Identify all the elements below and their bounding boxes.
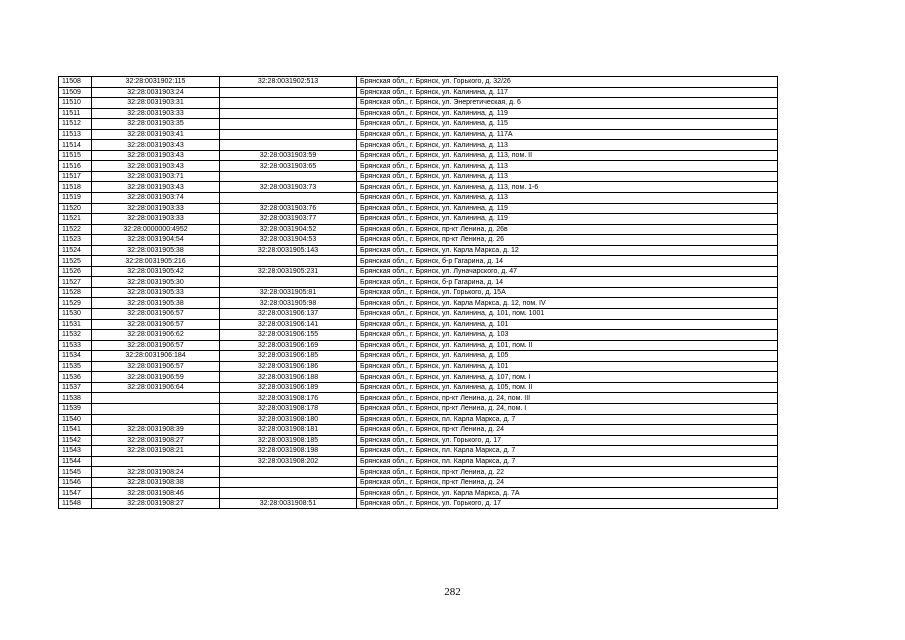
parcel-cadastral-number-cell: 32:28:0031905:42 [92,266,220,277]
row-number-cell: 11520 [59,203,92,214]
address-cell: Брянская обл., г. Брянск, ул. Калинина, д. 113 [357,193,778,204]
object-cadastral-number-cell: 32:28:0031903:77 [220,214,357,225]
object-cadastral-number-cell: 32:28:0031906:189 [220,382,357,393]
parcel-cadastral-number-cell: 32:28:0031903:43 [92,140,220,151]
row-number-cell: 11532 [59,330,92,341]
parcel-cadastral-number-cell: 32:28:0031906:62 [92,330,220,341]
object-cadastral-number-cell [220,477,357,488]
row-number-cell: 11518 [59,182,92,193]
row-number-cell: 11509 [59,87,92,98]
parcel-cadastral-number-cell: 32:28:0031903:31 [92,98,220,109]
object-cadastral-number-cell: 32:28:0031906:169 [220,340,357,351]
address-cell: Брянская обл., г. Брянск, ул. Луначарского, д. 47 [357,266,778,277]
parcel-cadastral-number-cell: 32:28:0031908:21 [92,446,220,457]
row-number-cell: 11539 [59,403,92,414]
row-number-cell: 11519 [59,193,92,204]
object-cadastral-number-cell: 32:28:0031908:51 [220,498,357,509]
address-cell: Брянская обл., г. Брянск, ул. Калинина, д. 103 [357,330,778,341]
parcel-cadastral-number-cell: 32:28:0031903:43 [92,150,220,161]
registry-table-body [59,77,778,509]
address-cell: Брянская обл., г. Брянск, ул. Карла Маркса, д. 7А [357,488,778,499]
address-cell: Брянская обл., г. Брянск, пр-кт Ленина, д. 24, пом. III [357,393,778,404]
row-number-cell: 11530 [59,309,92,320]
address-cell: Брянская обл., г. Брянск, пл. Карла Маркса, д. 7 [357,414,778,425]
address-cell: Брянская обл., г. Брянск, пр-кт Ленина, д. 26 [357,235,778,246]
parcel-cadastral-number-cell: 32:28:0031906:57 [92,340,220,351]
row-number-cell: 11508 [59,77,92,88]
parcel-cadastral-number-cell: 32:28:0031908:27 [92,498,220,509]
parcel-cadastral-number-cell: 32:28:0031906:57 [92,319,220,330]
object-cadastral-number-cell: 32:28:0031903:76 [220,203,357,214]
table-row [59,119,778,130]
object-cadastral-number-cell: 32:28:0031908:181 [220,425,357,436]
parcel-cadastral-number-cell: 32:28:0031903:33 [92,108,220,119]
row-number-cell: 11540 [59,414,92,425]
table-row [59,214,778,225]
row-number-cell: 11521 [59,214,92,225]
row-number-cell: 11543 [59,446,92,457]
object-cadastral-number-cell: 32:28:0031905:143 [220,245,357,256]
table-row [59,245,778,256]
address-cell: Брянская обл., г. Брянск, б-р Гагарина, д. 14 [357,256,778,267]
table-row [59,467,778,478]
table-row [59,372,778,383]
table-row [59,150,778,161]
row-number-cell: 11524 [59,245,92,256]
parcel-cadastral-number-cell: 32:28:0031906:57 [92,309,220,320]
table-row [59,98,778,109]
row-number-cell: 11522 [59,224,92,235]
address-cell: Брянская обл., г. Брянск, ул. Горького, д. 17 [357,498,778,509]
parcel-cadastral-number-cell: 32:28:0031905:30 [92,277,220,288]
parcel-cadastral-number-cell: 32:28:0031906:184 [92,351,220,362]
parcel-cadastral-number-cell [92,403,220,414]
object-cadastral-number-cell: 32:28:0031903:65 [220,161,357,172]
address-cell: Брянская обл., г. Брянск, ул. Калинина, д. 107, пом. I [357,372,778,383]
address-cell: Брянская обл., г. Брянск, ул. Калинина, д. 113 [357,140,778,151]
table-row [59,171,778,182]
row-number-cell: 11546 [59,477,92,488]
row-number-cell: 11510 [59,98,92,109]
row-number-cell: 11515 [59,150,92,161]
table-row [59,277,778,288]
address-cell: Брянская обл., г. Брянск, ул. Горького, д. 32/26 [357,77,778,88]
parcel-cadastral-number-cell: 32:28:0031903:71 [92,171,220,182]
row-number-cell: 11533 [59,340,92,351]
parcel-cadastral-number-cell: 32:28:0031906:59 [92,372,220,383]
address-cell: Брянская обл., г. Брянск, ул. Калинина, д. 101 [357,319,778,330]
row-number-cell: 11544 [59,456,92,467]
table-row [59,193,778,204]
table-row [59,287,778,298]
row-number-cell: 11548 [59,498,92,509]
row-number-cell: 11537 [59,382,92,393]
parcel-cadastral-number-cell: 32:28:0031908:24 [92,467,220,478]
table-row [59,256,778,267]
address-cell: Брянская обл., г. Брянск, пл. Карла Маркса, д. 7 [357,446,778,457]
table-row [59,456,778,467]
row-number-cell: 11536 [59,372,92,383]
table-row [59,414,778,425]
object-cadastral-number-cell [220,140,357,151]
row-number-cell: 11535 [59,361,92,372]
parcel-cadastral-number-cell: 32:28:0031903:35 [92,119,220,130]
address-cell: Брянская обл., г. Брянск, ул. Калинина, д. 119 [357,203,778,214]
address-cell: Брянская обл., г. Брянск, пр-кт Ленина, д. 24 [357,425,778,436]
address-cell: Брянская обл., г. Брянск, пл. Карла Маркса, д. 7 [357,456,778,467]
parcel-cadastral-number-cell [92,393,220,404]
object-cadastral-number-cell [220,87,357,98]
object-cadastral-number-cell: 32:28:0031908:185 [220,435,357,446]
address-cell: Брянская обл., г. Брянск, ул. Карла Маркса, д. 12 [357,245,778,256]
parcel-cadastral-number-cell: 32:28:0031903:43 [92,182,220,193]
address-cell: Брянская обл., г. Брянск, пр-кт Ленина, д. 26в [357,224,778,235]
object-cadastral-number-cell [220,98,357,109]
table-row [59,425,778,436]
object-cadastral-number-cell: 32:28:0031902:513 [220,77,357,88]
address-cell: Брянская обл., г. Брянск, пр-кт Ленина, д. 24, пом. I [357,403,778,414]
parcel-cadastral-number-cell: 32:28:0031905:38 [92,245,220,256]
row-number-cell: 11545 [59,467,92,478]
table-row [59,340,778,351]
parcel-cadastral-number-cell: 32:28:0031904:54 [92,235,220,246]
parcel-cadastral-number-cell: 32:28:0031908:39 [92,425,220,436]
object-cadastral-number-cell: 32:28:0031906:186 [220,361,357,372]
address-cell: Брянская обл., г. Брянск, ул. Калинина, д. 113, пом. 1-6 [357,182,778,193]
object-cadastral-number-cell: 32:28:0031906:155 [220,330,357,341]
table-row [59,361,778,372]
table-row [59,435,778,446]
object-cadastral-number-cell [220,193,357,204]
object-cadastral-number-cell [220,277,357,288]
parcel-cadastral-number-cell: 32:28:0031905:216 [92,256,220,267]
address-cell: Брянская обл., г. Брянск, ул. Калинина, д. 105, пом. II [357,382,778,393]
row-number-cell: 11528 [59,287,92,298]
object-cadastral-number-cell: 32:28:0031908:178 [220,403,357,414]
row-number-cell: 11512 [59,119,92,130]
object-cadastral-number-cell: 32:28:0031904:53 [220,235,357,246]
table-row [59,498,778,509]
table-row [59,477,778,488]
row-number-cell: 11525 [59,256,92,267]
row-number-cell: 11541 [59,425,92,436]
address-cell: Брянская обл., г. Брянск, ул. Калинина, д. 113, пом. II [357,150,778,161]
object-cadastral-number-cell: 32:28:0031903:59 [220,150,357,161]
table-row [59,319,778,330]
row-number-cell: 11531 [59,319,92,330]
table-row [59,129,778,140]
table-row [59,182,778,193]
object-cadastral-number-cell: 32:28:0031908:180 [220,414,357,425]
row-number-cell: 11516 [59,161,92,172]
address-cell: Брянская обл., г. Брянск, ул. Калинина, д. 101 [357,361,778,372]
table-row [59,309,778,320]
object-cadastral-number-cell: 32:28:0031906:141 [220,319,357,330]
object-cadastral-number-cell: 32:28:0031908:198 [220,446,357,457]
address-cell: Брянская обл., г. Брянск, пр-кт Ленина, д. 22 [357,467,778,478]
address-cell: Брянская обл., г. Брянск, ул. Калинина, д. 101, пом. II [357,340,778,351]
row-number-cell: 11513 [59,129,92,140]
parcel-cadastral-number-cell: 32:28:0031903:33 [92,214,220,225]
row-number-cell: 11523 [59,235,92,246]
address-cell: Брянская обл., г. Брянск, ул. Энергетическая, д. 6 [357,98,778,109]
table-row [59,77,778,88]
address-cell: Брянская обл., г. Брянск, ул. Калинина, д. 113 [357,161,778,172]
address-cell: Брянская обл., г. Брянск, б-р Гагарина, д. 14 [357,277,778,288]
row-number-cell: 11511 [59,108,92,119]
table-row [59,382,778,393]
table-row [59,266,778,277]
address-cell: Брянская обл., г. Брянск, ул. Горького, д. 17 [357,435,778,446]
row-number-cell: 11517 [59,171,92,182]
object-cadastral-number-cell [220,108,357,119]
row-number-cell: 11514 [59,140,92,151]
address-cell: Брянская обл., г. Брянск, пр-кт Ленина, д. 24 [357,477,778,488]
object-cadastral-number-cell [220,129,357,140]
parcel-cadastral-number-cell: 32:28:0031905:38 [92,298,220,309]
object-cadastral-number-cell: 32:28:0031906:137 [220,309,357,320]
table-row [59,224,778,235]
object-cadastral-number-cell: 32:28:0031905:98 [220,298,357,309]
address-cell: Брянская обл., г. Брянск, ул. Карла Маркса, д. 12, пом. IV [357,298,778,309]
page-number: 282 [444,586,461,598]
parcel-cadastral-number-cell: 32:28:0031903:74 [92,193,220,204]
parcel-cadastral-number-cell: 32:28:0031906:57 [92,361,220,372]
parcel-cadastral-number-cell: 32:28:0031908:46 [92,488,220,499]
parcel-cadastral-number-cell [92,414,220,425]
parcel-cadastral-number-cell: 32:28:0031902:115 [92,77,220,88]
parcel-cadastral-number-cell: 32:28:0000000:4952 [92,224,220,235]
address-cell: Брянская обл., г. Брянск, ул. Калинина, д. 117 [357,87,778,98]
object-cadastral-number-cell: 32:28:0031906:185 [220,351,357,362]
row-number-cell: 11527 [59,277,92,288]
object-cadastral-number-cell: 32:28:0031908:176 [220,393,357,404]
table-row [59,203,778,214]
table-row [59,140,778,151]
table-row [59,488,778,499]
object-cadastral-number-cell: 32:28:0031908:202 [220,456,357,467]
object-cadastral-number-cell [220,119,357,130]
object-cadastral-number-cell: 32:28:0031905:231 [220,266,357,277]
object-cadastral-number-cell [220,171,357,182]
parcel-cadastral-number-cell: 32:28:0031908:27 [92,435,220,446]
object-cadastral-number-cell [220,467,357,478]
address-cell: Брянская обл., г. Брянск, ул. Калинина, д. 117А [357,129,778,140]
table-row [59,393,778,404]
table-row [59,298,778,309]
parcel-cadastral-number-cell: 32:28:0031903:43 [92,161,220,172]
object-cadastral-number-cell [220,256,357,267]
object-cadastral-number-cell: 32:28:0031905:81 [220,287,357,298]
table-row [59,351,778,362]
registry-table [58,76,778,509]
row-number-cell: 11526 [59,266,92,277]
table-row [59,446,778,457]
row-number-cell: 11534 [59,351,92,362]
object-cadastral-number-cell [220,488,357,499]
address-cell: Брянская обл., г. Брянск, ул. Калинина, д. 119 [357,214,778,225]
parcel-cadastral-number-cell: 32:28:0031905:33 [92,287,220,298]
table-row [59,330,778,341]
parcel-cadastral-number-cell: 32:28:0031903:33 [92,203,220,214]
parcel-cadastral-number-cell: 32:28:0031903:24 [92,87,220,98]
address-cell: Брянская обл., г. Брянск, ул. Калинина, д. 105 [357,351,778,362]
parcel-cadastral-number-cell: 32:28:0031908:38 [92,477,220,488]
object-cadastral-number-cell: 32:28:0031904:52 [220,224,357,235]
row-number-cell: 11529 [59,298,92,309]
address-cell: Брянская обл., г. Брянск, ул. Калинина, д. 101, пом. 1001 [357,309,778,320]
parcel-cadastral-number-cell [92,456,220,467]
table-row [59,108,778,119]
object-cadastral-number-cell: 32:28:0031903:73 [220,182,357,193]
address-cell: Брянская обл., г. Брянск, ул. Калинина, д. 119 [357,108,778,119]
address-cell: Брянская обл., г. Брянск, ул. Горького, д. 15А [357,287,778,298]
row-number-cell: 11547 [59,488,92,499]
address-cell: Брянская обл., г. Брянск, ул. Калинина, д. 113 [357,171,778,182]
table-row [59,235,778,246]
object-cadastral-number-cell: 32:28:0031906:188 [220,372,357,383]
parcel-cadastral-number-cell: 32:28:0031906:64 [92,382,220,393]
address-cell: Брянская обл., г. Брянск, ул. Калинина, д. 115 [357,119,778,130]
row-number-cell: 11542 [59,435,92,446]
table-row [59,403,778,414]
row-number-cell: 11538 [59,393,92,404]
parcel-cadastral-number-cell: 32:28:0031903:41 [92,129,220,140]
table-row [59,87,778,98]
table-row [59,161,778,172]
